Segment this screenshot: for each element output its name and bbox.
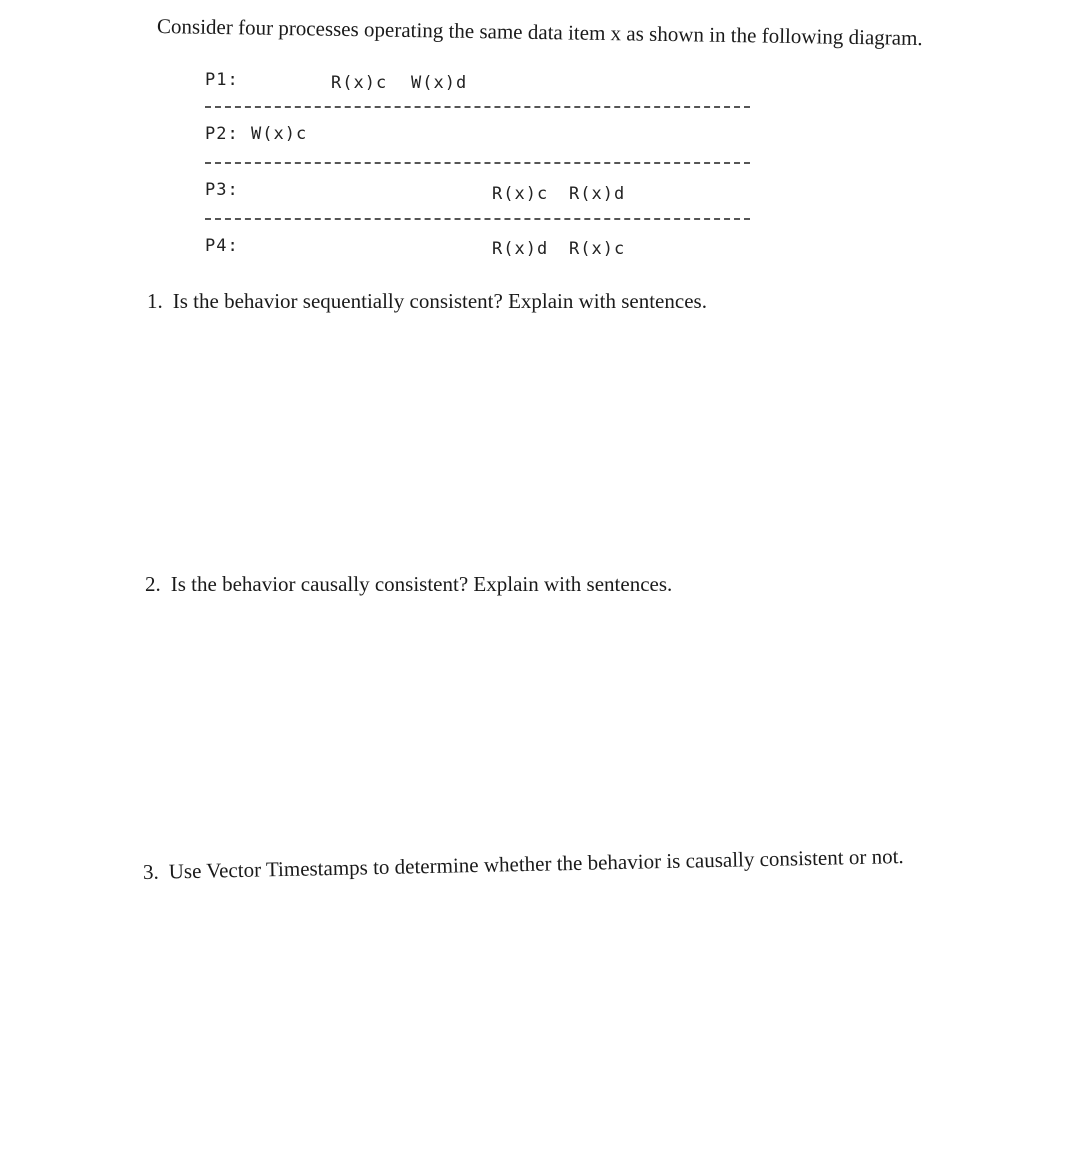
p2-write-c: W(x)c bbox=[251, 124, 308, 144]
divider-3 bbox=[205, 218, 750, 220]
intro-text: Consider four processes operating the same data item x as shown in the following diagram. bbox=[156, 14, 923, 51]
question-1 bbox=[147, 289, 707, 314]
p4-read-c: R(x)c bbox=[569, 239, 626, 259]
divider-1 bbox=[205, 106, 750, 108]
p1-label: P1: bbox=[205, 70, 239, 90]
divider-2 bbox=[205, 162, 750, 164]
p4-label: P4: bbox=[205, 236, 239, 256]
p4-read-d: R(x)d bbox=[492, 239, 549, 259]
question-2 bbox=[145, 572, 672, 597]
question-2-text: Is the behavior causally consistent? Explain with sentences. bbox=[170, 572, 673, 596]
question-2-number: 2. bbox=[145, 572, 161, 596]
question-1-number: 1. bbox=[147, 289, 163, 313]
p2-label: P2: bbox=[205, 124, 239, 144]
question-3 bbox=[143, 844, 904, 885]
p1-read-c: R(x)c bbox=[331, 73, 388, 93]
p1-write-d: W(x)d bbox=[411, 73, 468, 93]
p3-read-d: R(x)d bbox=[569, 184, 626, 204]
p3-read-c: R(x)c bbox=[492, 184, 549, 204]
question-3-text: Use Vector Timestamps to determine whether the behavior is causally consistent or not. bbox=[168, 844, 904, 884]
p3-label: P3: bbox=[205, 180, 239, 200]
question-1-text: Is the behavior sequentially consistent? Explain with sentences. bbox=[172, 289, 707, 313]
question-3-number: 3. bbox=[142, 859, 159, 884]
